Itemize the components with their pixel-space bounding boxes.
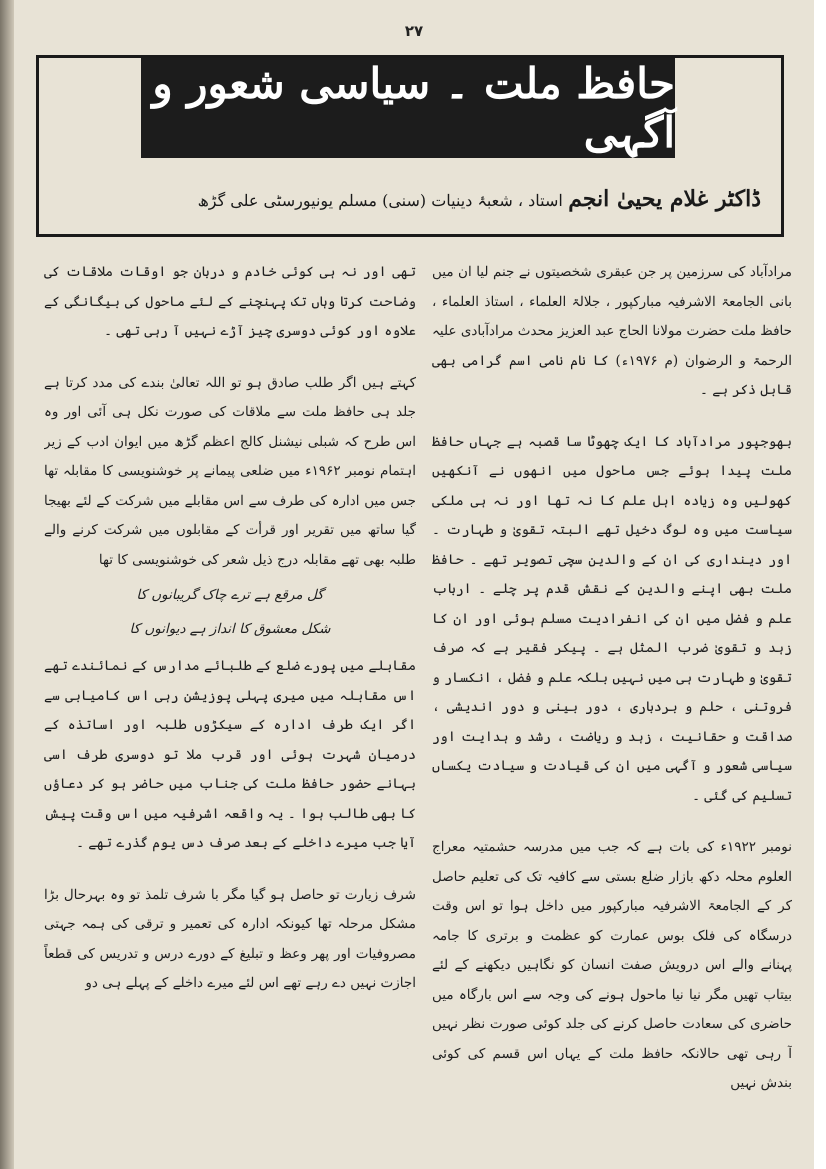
magazine-page [14,0,814,1169]
author-byline [109,186,761,212]
paragraph: شرف زیارت تو حاصل ہو گیا مگر با شرف تلمذ تو وہ بہرحال بڑا مشکل مرحلہ تھا کیونکہ ادارہ کی تعمیر و ترقی کی ہمہ جہتی مصروفیات اور پھر وعظ و تبلیغ کے دورے درس و تدریس کی قطعاً اجازت نہیں دے رہے تھے اس لئے میرے داخلے کے پہلے ہی دو [44,886,416,991]
verse-block [44,581,416,644]
author-name: ڈاکٹر غلام یحییٰ انجم [568,186,761,212]
paragraph: بھوجپور مرادآباد کا ایک چھوٹا سا قصبہ ہے جہاں حافظ ملت پیدا ہوئے جس ماحول میں انھوں نے آنکھیں کھولیں وہ زیادہ اہل علم کا نہ تھا اور نہ ہی ملکی سیاست میں وہ لوگ دخیل تھے البتہ تقویٰ و طہارت ۔ اور دینداری کی ان کے والدین سچی تصویر تھے ۔ حافظ ملت بھی اپنے والدین کے نقش قدم پر چلے ۔ ارباب علم و فضل میں ان کی انفرادیت مسلم ہوئی اور ان کا زہد و تقویٰ ضرب المثل ہے ۔ پیکر فقیر ہے کہ صرف تقویٰ و طہارت ہی میں نہیں بلکہ علم و فضل ، انکسار و فروتنی ، حلم و بردباری ، دور بینی و دور اندیشی ، صداقت و حقانیت ، زہد و ریاضت ، رشد و ہدایت اور سیاسی شعور و آگہی میں ان کی قیادت و سیادت یکساں تسلیم کی گئی ۔ [432,433,792,804]
left-column [44,258,416,1128]
paragraph: مرادآباد کی سرزمین پر جن عبقری شخصیتوں نے جنم لیا ان میں بانی الجامعۃ الاشرفیہ مبارکپور ، جلالۃ العلماء ، استاذ العلماء ، حافظ ملت حضرت مولانا الحاج عبد العزیز محدث مرادآبادی علیہ الرحمۃ و الرضوان (م ۱۹۷۶ء) کا نام نامی اسم گرامی بھی قابل ذکر ہے ۔ [432,264,792,398]
paragraph: کہتے ہیں اگر طلب صادق ہو تو اللہ تعالیٰ بندے کی مدد کرتا ہے جلد ہی حافظ ملت سے ملاقات کی صورت نکل ہی آئی اور وہ اس طرح کہ شبلی نیشنل کالج اعظم گڑھ میں ایوان ادب کے زیر اہتمام نومبر ۱۹۶۲ء میں ضلعی پیمانے پر خوشنویسی کا مقابلہ تھا جس میں ادارہ کی طرف سے اس مقابلے میں شرکت کے لئے بھیجا گیا ساتھ میں تقریر اور قرأت کے مقابلوں میں شرکت کرنے والے طلبہ بھی تھے مقابلہ درج ذیل شعر کی خوشنویسی کا تھا [44,374,416,568]
verse-line: شکل معشوق کا انداز ہے دیوانوں کا [129,620,331,637]
article-header-frame [36,55,784,237]
verse-line: گل مرقع ہے ترے چاک گریبانوں کا [136,587,324,603]
page-number: ۲۷ [404,22,424,40]
scan-edge [0,0,14,1169]
paragraph: نومبر ۱۹۲۲ء کی بات ہے کہ جب میں مدرسہ حشمتیہ معراج العلوم محلہ دکھ بازار ضلع بستی سے کافیہ تک کی تعلیم حاصل کر کے الجامعۃ الاشرفیہ مبارکپور میں داخل ہوا تو اس وقت درسگاہ کی فلک بوس عمارت کو عظمت و برتری کا جامہ پہنانے والے اس درویش صفت انسان کو نگاہیں دیکھنے کے لئے بیتاب تھیں مگر نیا نیا ماحول ہونے کی وجہ سے اس بارگاہ میں حاضری کی سعادت حاصل کرنے کی جلد کوئی صورت نظر نہیں آ رہی تھی حالانکہ حافظ ملت کے یہاں اس قسم کی کوئی بندش نہیں [432,839,792,1091]
paragraph: مقابلے میں پورے ضلع کے طلبائے مدارس کے نمائندے تھے اس مقابلہ میں میری پہلی پوزیشن رہی اس کامیابی سے اگر ایک طرف ادارہ کے سیکڑوں طلبہ اور اساتذہ کے درمیان شہرت ہوئی اور قرب ملا تو دوسری طرف اسی بہانے حضور حافظ ملت کی جناب میں حاضر ہو کر دعاؤں کا بھی طالب ہوا ۔ یہ واقعہ اشرفیہ میں اس وقت پیش آیا جب میرے داخلے کے بعد صرف دس یوم گذرے تھے ۔ [44,658,416,851]
article-title: حافظ ملت ۔ سیاسی شعور و آگہی [141,58,675,158]
paragraph: تھی اور نہ ہی کوئی خادم و دربان جو اوقات ملاقات کی وضاحت کرتا وہاں تک پہنچنے کے لئے ماحول کی بیگانگی کے علاوہ اور کوئی دوسری چیز آڑے نہیں آ رہی تھی ۔ [44,264,416,339]
author-affiliation: استاد ، شعبۂ دینیات (سنی) مسلم یونیورسٹی علی گڑھ [197,191,563,210]
right-column [432,258,792,1128]
